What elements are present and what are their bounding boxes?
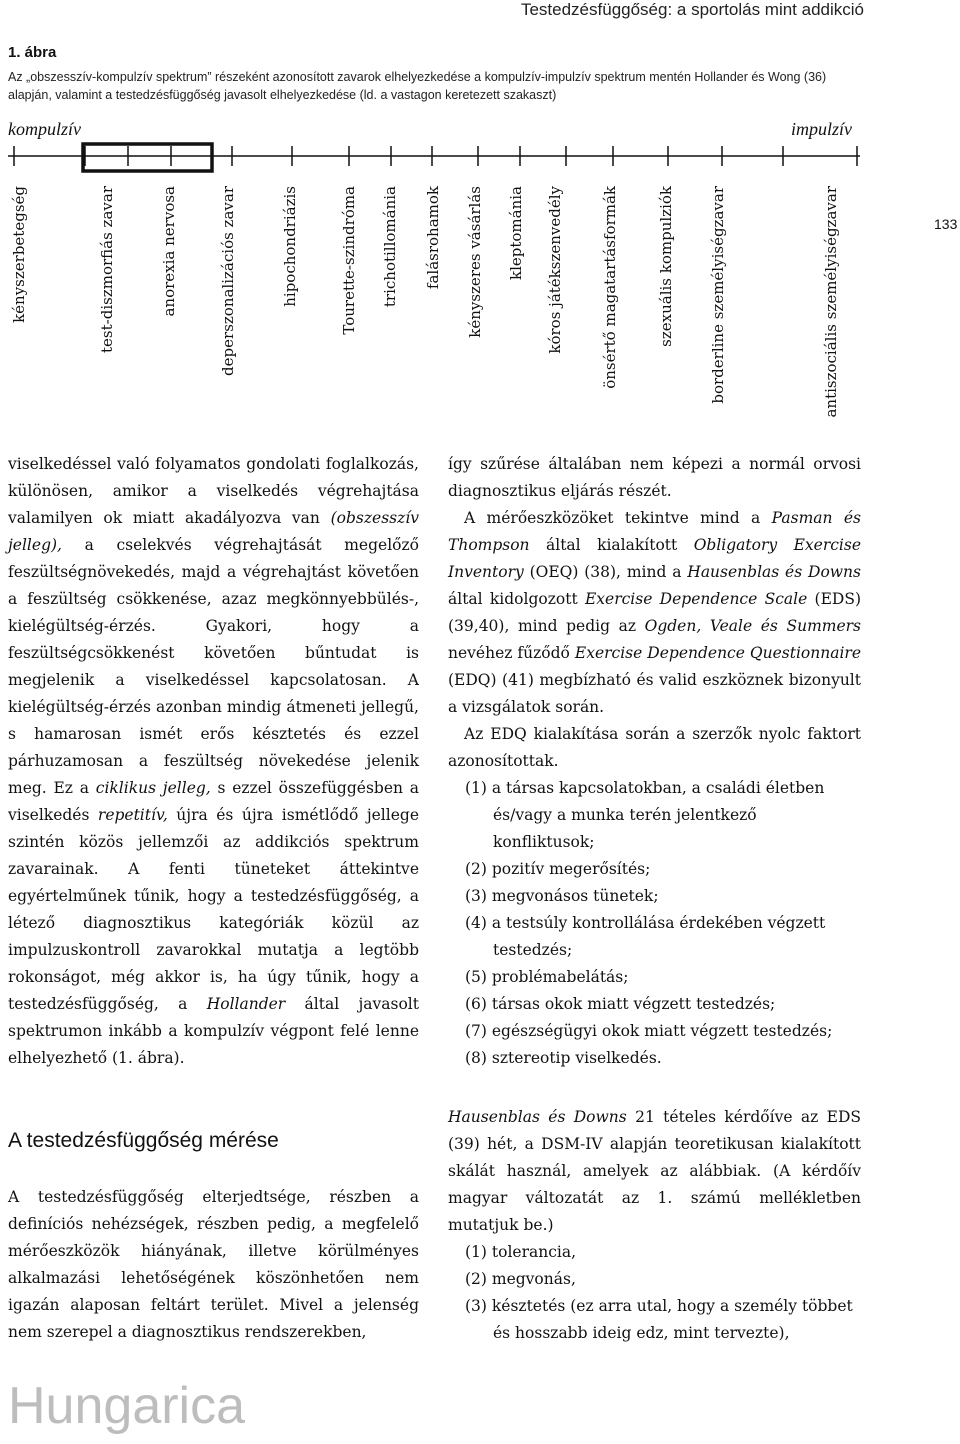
eds-scale-list bbox=[448, 1239, 861, 1347]
figure-caption: Az „obszesszív-kompulzív spektrum” részeként azonosított zavarok elhelyezkedése a kompulzív-impulzív spektrum mentén Hollander és Wong (36) alapján, valamint a testedzésfüggőség javasolt elhelyezkedése (ld. a vastagon keretezett szakaszt) bbox=[8, 70, 827, 102]
spectrum-label-pathological-gambling: kóros játékszenvedély bbox=[546, 186, 564, 354]
left-paragraph: viselkedéssel való folyamatos gondolati foglalkozás, különösen, amikor a viselkedés végrehajtása valamilyen ok miatt akadályozva van (obszesszív jelleg), a cselekvés végrehajtását megelőző feszültségnövekedés, majd a végrehajtást követően a feszültség csökkenése, azaz megkönnyebbülés-, kielégültség-érzés. Gyakori, hogy a feszültségcsökkenést követően bűntudat is megjelenik a viselkedéssel kapcsolatosan. A kielégültség-érzés azonban mindig átmeneti jellegű, s hamarosan ismét erős késztetés és ezzel párhuzamosan a feszültség növekedése jelenik meg. Ez a ciklikus jelleg, s ezzel összefüggésben a viselkedés repetitív, újra és újra ismétlődő jellege szintén közös jellemzői az addikciós spektrum zavarainak. A fenti tüneteket áttekintve egyértelműnek tűnik, hogy a testedzésfüggőség, a létező diagnosztikus kategóriák közül az impulzuskontroll zavarokkal mutatja a legtöbb rokonságot, még akkor is, ha úgy tűnik, hogy a testedzésfüggőség, a Hollander által javasolt spektrumon inkább a kompulzív végpont felé lenne elhelyezhető (1. ábra). bbox=[8, 455, 419, 1067]
spectrum-label-sexual-compulsions: szexuális kompulziók bbox=[657, 186, 675, 347]
exercise-dependence-highlight bbox=[83, 144, 212, 171]
list-item: (1) a társas kapcsolatokban, a családi életben és/vagy a munka terén jelentkező konfliktusok; bbox=[465, 779, 825, 851]
section-body bbox=[8, 1184, 419, 1346]
spectrum-label-anorexia: anorexia nervosa bbox=[160, 186, 178, 317]
list-item: (5) problémabelátás; bbox=[465, 968, 629, 986]
section-paragraph: A testedzésfüggőség elterjedtsége, részben a definíciós nehézségek, részben pedig, a megfelelő mérőeszközök hiányának, illetve körülményes alkalmazási lehetőségének köszönhetően nem igazán alaposan feltárt terület. Mivel a jelenség nem szerepel a diagnosztikus rendszerekben, bbox=[8, 1188, 419, 1341]
list-item: (4) a testsúly kontrollálása érdekében végzett testedzés; bbox=[465, 914, 826, 959]
axis-label-compulsive: kompulzív bbox=[8, 119, 81, 139]
section-heading: A testedzésfüggőség mérése bbox=[8, 1129, 279, 1152]
spectrum-label-depersonalization: deperszonalizációs zavar bbox=[219, 186, 237, 376]
spectrum-label-self-injury: önsértő magatartásformák bbox=[601, 186, 619, 389]
list-item: (3) megvonásos tünetek; bbox=[465, 887, 659, 905]
list-item: (1) tolerancia, bbox=[465, 1243, 577, 1261]
list-item: (3) késztetés (ez arra utal, hogy a személy többet és hosszabb ideig edz, mint tervezte), bbox=[465, 1297, 853, 1342]
spectrum-label-borderline: borderline személyiségzavar bbox=[709, 186, 727, 404]
spectrum-label-hypochondriasis: hipochondriázis bbox=[281, 186, 299, 307]
right-paragraph-3: Az EDQ kialakítása során a szerzők nyolc faktort azonosítottak. bbox=[448, 725, 861, 770]
right-paragraph-4: Hausenblas és Downs 21 tételes kérdőíve az EDS (39) hét, a DSM-IV alapján teoretikusan kialakított skálát használ, amelyek az alábbiak. (A kérdőív magyar változatát az 1. számú mellékletben mutatjuk be.) bbox=[448, 1108, 861, 1234]
list-item: (7) egészségügyi okok miatt végzett testedzés; bbox=[465, 1022, 833, 1040]
spectrum-label-tourette: Tourette-szindróma bbox=[340, 186, 358, 335]
right-column-bottom bbox=[448, 1104, 861, 1347]
spectrum-label-bdd: test-diszmorfiás zavar bbox=[98, 186, 116, 353]
list-item: (8) sztereotip viselkedés. bbox=[465, 1049, 662, 1067]
spectrum-label-ocd: kényszerbetegség bbox=[10, 186, 28, 323]
edq-factor-list bbox=[448, 775, 861, 1072]
spectrum-label-kleptomania: kleptománia bbox=[507, 186, 525, 280]
running-head: Testedzésfüggőség: a sportolás mint addikció bbox=[520, 0, 864, 19]
spectrum-label-compulsive-shopping: kényszeres vásárlás bbox=[466, 186, 484, 338]
spectrum-axis bbox=[0, 140, 880, 185]
left-column bbox=[8, 451, 419, 1072]
list-item: (6) társas okok miatt végzett testedzés; bbox=[465, 995, 776, 1013]
watermark: Hungarica bbox=[8, 1377, 246, 1435]
list-item: (2) pozitív megerősítés; bbox=[465, 860, 651, 878]
spectrum-label-binge-eating: falásrohamok bbox=[424, 186, 442, 290]
right-paragraph-2: A mérőeszközöket tekintve mind a Pasman és Thompson által kialakított Obligatory Exercise Inventory (OEQ) (38), mind a Hausenblas és Downs által kidolgozott Exercise Dependence Scale (EDS) (39,40), mind pedig az Ogden, Veale és Summers nevéhez fűződő Exercise Dependence Questionnaire (EDQ) (41) megbízható és valid eszköznek bizonyult a vizsgálatok során. bbox=[448, 509, 862, 716]
figure-label: 1. ábra bbox=[8, 44, 57, 61]
list-item: (2) megvonás, bbox=[465, 1270, 576, 1288]
spectrum-label-antisocial: antiszociális személyiségzavar bbox=[822, 186, 840, 418]
right-paragraph-1: így szűrése általában nem képezi a normál orvosi diagnosztikus eljárás részét. bbox=[448, 455, 861, 500]
spectrum-label-trichotillomania: trichotillománia bbox=[381, 186, 399, 308]
right-column bbox=[448, 451, 861, 1072]
page-number: 133 bbox=[934, 216, 958, 232]
axis-label-impulsive: impulzív bbox=[791, 119, 852, 139]
